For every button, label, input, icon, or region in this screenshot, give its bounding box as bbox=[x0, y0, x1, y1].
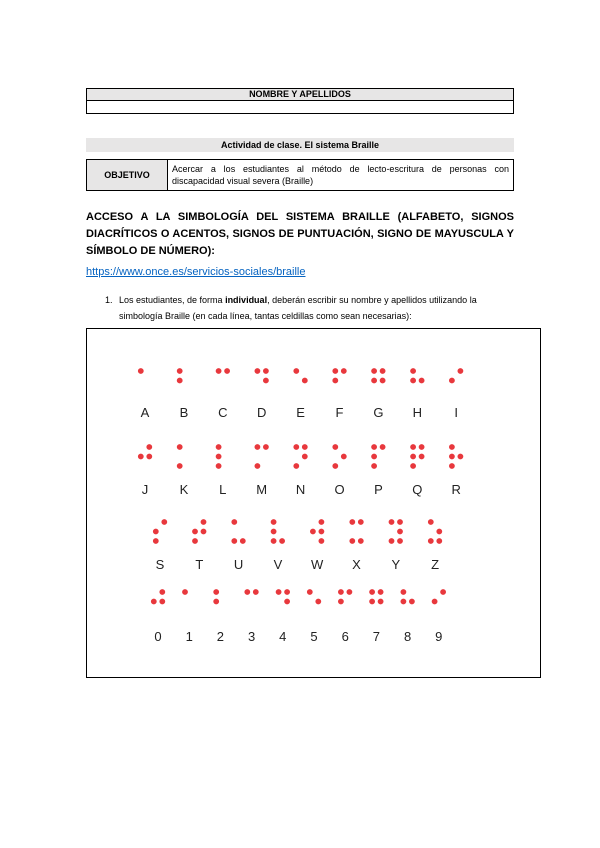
braille-dot bbox=[389, 519, 395, 525]
braille-dot bbox=[244, 589, 250, 595]
braille-dot bbox=[401, 599, 407, 605]
braille-dot bbox=[428, 519, 434, 525]
braille-cell-x bbox=[349, 519, 363, 544]
braille-label-o: O bbox=[334, 482, 345, 497]
braille-dot bbox=[410, 378, 416, 384]
braille-dot bbox=[349, 519, 355, 525]
braille-dot bbox=[458, 368, 464, 374]
braille-cell-i bbox=[449, 368, 463, 383]
activity-title: Actividad de clase. El sistema Braille bbox=[86, 138, 514, 152]
braille-cell-w bbox=[310, 519, 324, 544]
braille-dot bbox=[371, 463, 377, 469]
braille-dot bbox=[138, 454, 144, 460]
braille-label-p: P bbox=[374, 482, 383, 497]
braille-cell-u bbox=[231, 519, 245, 544]
braille-dot bbox=[332, 444, 338, 450]
braille-label-r: R bbox=[451, 482, 461, 497]
braille-cell-o bbox=[332, 444, 346, 469]
braille-dot bbox=[192, 529, 198, 535]
braille-label-c: C bbox=[218, 405, 228, 420]
braille-cell-s bbox=[153, 519, 167, 544]
braille-dot bbox=[201, 519, 207, 525]
braille-dot bbox=[240, 538, 246, 544]
braille-dot bbox=[213, 589, 219, 595]
braille-cell-2 bbox=[213, 589, 219, 604]
braille-dot bbox=[319, 529, 325, 535]
braille-dot bbox=[371, 454, 377, 460]
instruction-item bbox=[105, 292, 515, 324]
braille-link[interactable]: https://www.once.es/servicios-sociales/braille bbox=[86, 266, 306, 278]
braille-dot bbox=[315, 599, 321, 605]
braille-dot bbox=[389, 538, 395, 544]
braille-dot bbox=[224, 368, 230, 374]
name-table bbox=[86, 88, 514, 114]
braille-dot bbox=[263, 444, 269, 450]
braille-dot bbox=[419, 378, 425, 384]
braille-dot bbox=[253, 589, 259, 595]
braille-dot bbox=[279, 538, 285, 544]
braille-dot bbox=[432, 599, 438, 605]
objective-text: Acercar a los estudiantes al método de lecto-escritura de personas con discapacidad visual severa (Braille) bbox=[168, 160, 514, 191]
braille-label-l: L bbox=[219, 482, 227, 497]
section-heading: ACCESO A LA SIMBOLOGÍA DEL SISTEMA BRAILLE (ALFABETO, SIGNOS DIACRÍTICOS O ACENTOS, SIGNOS DE PUNTUACIÓN, SIGNO DE MAYUSCULA Y SÍMBOLO DE NÚMERO): bbox=[86, 211, 514, 257]
braille-dot bbox=[371, 444, 377, 450]
instruction-bold: individual bbox=[225, 295, 268, 305]
braille-dot bbox=[380, 378, 386, 384]
braille-cell-0 bbox=[151, 589, 165, 604]
braille-cell-5 bbox=[307, 589, 321, 604]
braille-dot bbox=[213, 599, 219, 605]
braille-dot bbox=[307, 589, 313, 595]
braille-cell-d bbox=[255, 368, 269, 383]
braille-dot bbox=[302, 454, 308, 460]
braille-dot bbox=[231, 538, 237, 544]
braille-dot bbox=[293, 463, 299, 469]
braille-cell-e bbox=[293, 368, 307, 383]
braille-label-0: 0 bbox=[154, 629, 162, 644]
braille-dot bbox=[440, 589, 446, 595]
braille-dot bbox=[358, 538, 364, 544]
braille-label-6: 6 bbox=[341, 629, 349, 644]
braille-dot bbox=[332, 463, 338, 469]
braille-dot bbox=[177, 444, 183, 450]
braille-dot bbox=[419, 444, 425, 450]
braille-label-1: 1 bbox=[185, 629, 193, 644]
instruction-text-start: Los estudiantes, de forma bbox=[119, 295, 226, 305]
braille-label-8: 8 bbox=[403, 629, 412, 644]
braille-dot bbox=[216, 368, 222, 374]
braille-cell-8 bbox=[401, 589, 415, 604]
braille-cell-h bbox=[410, 368, 424, 383]
braille-dot bbox=[271, 529, 277, 535]
braille-label-n: N bbox=[295, 482, 306, 497]
braille-label-t: T bbox=[195, 557, 204, 572]
braille-dot bbox=[159, 589, 165, 595]
braille-cell-r bbox=[449, 444, 463, 469]
braille-label-x: X bbox=[352, 557, 361, 572]
braille-dot bbox=[255, 368, 261, 374]
braille-dot bbox=[146, 454, 152, 460]
braille-dot bbox=[371, 378, 377, 384]
braille-dot bbox=[378, 599, 384, 605]
braille-dot bbox=[284, 599, 290, 605]
braille-dot bbox=[231, 519, 237, 525]
braille-dot bbox=[263, 368, 269, 374]
braille-dot bbox=[255, 444, 261, 450]
braille-chart-svg bbox=[87, 329, 540, 677]
braille-cell-z bbox=[428, 519, 442, 544]
braille-dot bbox=[410, 454, 416, 460]
braille-cell-t bbox=[192, 519, 206, 544]
braille-label-2: 2 bbox=[216, 629, 225, 644]
braille-cell-4 bbox=[276, 589, 290, 604]
braille-cell-9 bbox=[432, 589, 446, 604]
braille-dot bbox=[271, 538, 277, 544]
braille-label-f: F bbox=[335, 405, 344, 420]
braille-dot bbox=[146, 444, 152, 450]
braille-dot bbox=[153, 538, 159, 544]
braille-label-g: G bbox=[373, 405, 384, 420]
braille-cell-b bbox=[177, 368, 183, 383]
braille-dot bbox=[216, 444, 222, 450]
braille-cell-j bbox=[138, 444, 152, 459]
braille-dot bbox=[410, 463, 416, 469]
braille-dot bbox=[216, 454, 222, 460]
braille-dot bbox=[310, 529, 316, 535]
braille-cell-p bbox=[371, 444, 385, 469]
braille-dot bbox=[369, 599, 375, 605]
braille-dot bbox=[369, 589, 375, 595]
braille-cell-n bbox=[293, 444, 307, 469]
objective-table bbox=[86, 159, 514, 191]
instruction-text-end: , deberán escribir su nombre y apellidos utilizando la simbología Braille (en cada línea, tantas celdillas como sean necesarias): bbox=[119, 295, 477, 321]
braille-chart bbox=[86, 328, 541, 678]
braille-dot bbox=[419, 454, 425, 460]
braille-dot bbox=[271, 519, 277, 525]
braille-dot bbox=[410, 368, 416, 374]
braille-dot bbox=[436, 529, 442, 535]
braille-dot bbox=[177, 368, 183, 374]
braille-dot bbox=[449, 444, 455, 450]
braille-label-e: E bbox=[296, 405, 305, 420]
braille-dot bbox=[153, 529, 159, 535]
braille-dot bbox=[182, 589, 188, 595]
braille-cell-y bbox=[389, 519, 403, 544]
braille-label-q: Q bbox=[412, 482, 423, 497]
braille-dot bbox=[449, 454, 455, 460]
braille-cell-6 bbox=[338, 589, 352, 604]
braille-dot bbox=[397, 538, 403, 544]
braille-label-5: 5 bbox=[310, 629, 318, 644]
braille-cell-m bbox=[255, 444, 269, 469]
braille-label-d: D bbox=[257, 405, 267, 420]
braille-label-a: A bbox=[140, 405, 150, 420]
braille-dot bbox=[302, 444, 308, 450]
braille-label-z: Z bbox=[431, 557, 440, 572]
braille-label-v: V bbox=[273, 557, 283, 572]
braille-dot bbox=[319, 519, 325, 525]
braille-cell-c bbox=[216, 368, 230, 374]
braille-dot bbox=[284, 589, 290, 595]
braille-label-h: H bbox=[412, 405, 422, 420]
braille-dot bbox=[216, 463, 222, 469]
braille-dot bbox=[449, 378, 455, 384]
braille-dot bbox=[192, 538, 198, 544]
braille-label-y: Y bbox=[391, 557, 401, 572]
braille-cell-f bbox=[332, 368, 346, 383]
braille-label-4: 4 bbox=[279, 629, 287, 644]
braille-dot bbox=[319, 538, 325, 544]
braille-dot bbox=[255, 463, 261, 469]
braille-label-w: W bbox=[311, 557, 324, 572]
braille-dot bbox=[177, 463, 183, 469]
braille-cell-1 bbox=[182, 589, 188, 595]
instruction-text bbox=[119, 292, 515, 324]
braille-dot bbox=[409, 599, 415, 605]
braille-cell-v bbox=[271, 519, 285, 544]
braille-dot bbox=[302, 378, 308, 384]
braille-dot bbox=[138, 368, 144, 374]
braille-cell-l bbox=[216, 444, 222, 469]
braille-dot bbox=[332, 368, 338, 374]
braille-dot bbox=[397, 529, 403, 535]
braille-dot bbox=[428, 538, 434, 544]
instruction-number: 1. bbox=[105, 295, 113, 305]
braille-dot bbox=[338, 599, 344, 605]
braille-label-s: S bbox=[155, 557, 165, 572]
braille-dot bbox=[293, 444, 299, 450]
braille-dot bbox=[358, 519, 364, 525]
objective-label: OBJETIVO bbox=[87, 160, 168, 191]
name-field[interactable] bbox=[87, 101, 514, 114]
braille-label-i: I bbox=[454, 405, 459, 420]
braille-label-3: 3 bbox=[247, 629, 256, 644]
braille-cell-3 bbox=[244, 589, 258, 595]
braille-dot bbox=[378, 589, 384, 595]
braille-cell-g bbox=[371, 368, 385, 383]
braille-dot bbox=[436, 538, 442, 544]
braille-dot bbox=[341, 368, 347, 374]
braille-dot bbox=[161, 519, 167, 525]
braille-label-k: K bbox=[179, 482, 189, 497]
braille-dot bbox=[371, 368, 377, 374]
braille-dot bbox=[177, 378, 183, 384]
braille-dot bbox=[449, 463, 455, 469]
braille-label-b: B bbox=[179, 405, 189, 420]
braille-label-7: 7 bbox=[372, 629, 381, 644]
braille-dot bbox=[341, 454, 347, 460]
braille-cell-a bbox=[138, 368, 144, 374]
braille-cell-7 bbox=[369, 589, 383, 604]
braille-label-u: U bbox=[233, 557, 244, 572]
braille-dot bbox=[276, 589, 282, 595]
braille-dot bbox=[349, 538, 355, 544]
braille-dot bbox=[338, 589, 344, 595]
name-table-header: NOMBRE Y APELLIDOS bbox=[87, 89, 514, 101]
braille-dot bbox=[401, 589, 407, 595]
braille-dot bbox=[347, 589, 353, 595]
braille-dot bbox=[159, 599, 165, 605]
braille-dot bbox=[293, 368, 299, 374]
braille-dot bbox=[380, 444, 386, 450]
braille-label-j: J bbox=[141, 482, 149, 497]
braille-dot bbox=[201, 529, 207, 535]
braille-dot bbox=[332, 378, 338, 384]
braille-dot bbox=[380, 368, 386, 374]
braille-cell-q bbox=[410, 444, 424, 469]
braille-cell-k bbox=[177, 444, 183, 469]
braille-label-9: 9 bbox=[435, 629, 443, 644]
braille-dot bbox=[410, 444, 416, 450]
braille-dot bbox=[397, 519, 403, 525]
braille-dot bbox=[151, 599, 157, 605]
braille-label-m: M bbox=[256, 482, 268, 497]
braille-dot bbox=[263, 378, 269, 384]
braille-dot bbox=[458, 454, 464, 460]
